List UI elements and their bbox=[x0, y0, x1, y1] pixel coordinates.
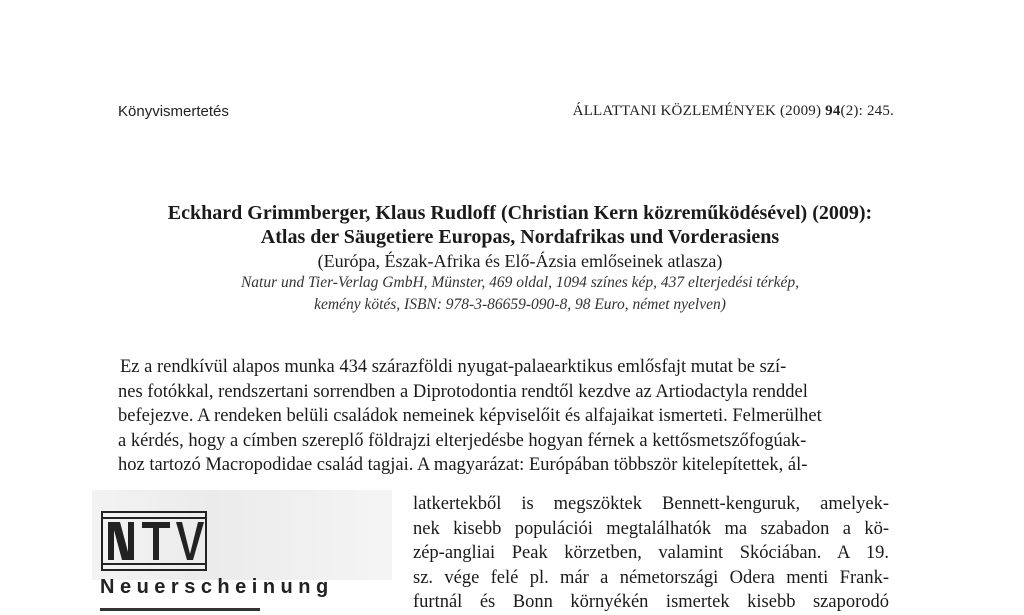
citation-suffix: (2): 245. bbox=[840, 103, 894, 119]
body-line: furtnál és Bonn környékén ismertek kisebb szaporodó bbox=[413, 592, 889, 612]
body-line: zép-angliai Peak körzetben, valamint Skóciában. A 19. bbox=[413, 543, 889, 563]
logo-underline bbox=[100, 608, 260, 611]
body-line: latkertekből is megszöktek Bennett-kenguruk, amelyek- bbox=[413, 494, 889, 514]
citation-prefix: ÁLLATTANI KÖZLEMÉNYEK (2009) bbox=[572, 103, 826, 119]
title-book: Atlas der Säugetiere Europas, Nordafrikas und Vorderasiens bbox=[260, 226, 780, 248]
body-line: sz. vége felé pl. már a németországi Odera menti Frank- bbox=[413, 567, 889, 588]
body-line: befejezve. A rendeken belüli családok nemeinek képviselőit és alfajaikat ismerteti. Felmerülhet bbox=[118, 406, 822, 426]
publisher-logo bbox=[92, 490, 392, 612]
review-body-column bbox=[413, 492, 889, 615]
body-line: a kérdés, hogy a címben szereplő földrajzi elterjedésbe hogyan férnek a kettősmetszőfogúak- bbox=[118, 430, 807, 451]
publication-details-2: kemény kötés, ISBN: 978-3-86659-090-8, 98 Euro, német nyelven) bbox=[314, 296, 726, 313]
journal-citation bbox=[573, 103, 894, 120]
body-line: nes fotókkal, rendszertani sorrendben a Diprotodontia rendtől kezdve az Artiodactyla renddel bbox=[118, 381, 808, 402]
ntv-logo-icon bbox=[100, 510, 210, 572]
title-authors: Eckhard Grimmberger, Klaus Rudloff (Christian Kern közreműködésével) (2009): bbox=[167, 202, 873, 224]
body-line: hoz tartozó Macropodidae család tagjai. A magyarázat: Európában többször kitelepítettek, ál- bbox=[118, 455, 808, 475]
title-translation: (Európa, Észak-Afrika és Elő-Ázsia emlőseinek atlasza) bbox=[317, 251, 723, 271]
body-line: Ez a rendkívül alapos munka 434 szárazföldi nyugat-palaearktikus emlősfajt mutat be szí- bbox=[120, 357, 787, 377]
body-line: nek kisebb populációi megtalálhatók ma szabadon a kö- bbox=[413, 518, 889, 539]
logo-caption: Neuerscheinung bbox=[100, 576, 334, 598]
publication-details-1: Natur und Tier-Verlag GmbH, Münster, 469 oldal, 1094 színes kép, 437 elterjedési térkép, bbox=[240, 274, 800, 291]
review-title-block bbox=[60, 201, 980, 316]
section-label: Könyvismertetés bbox=[118, 103, 229, 120]
review-body bbox=[118, 355, 888, 478]
citation-volume: 94 bbox=[825, 103, 841, 119]
